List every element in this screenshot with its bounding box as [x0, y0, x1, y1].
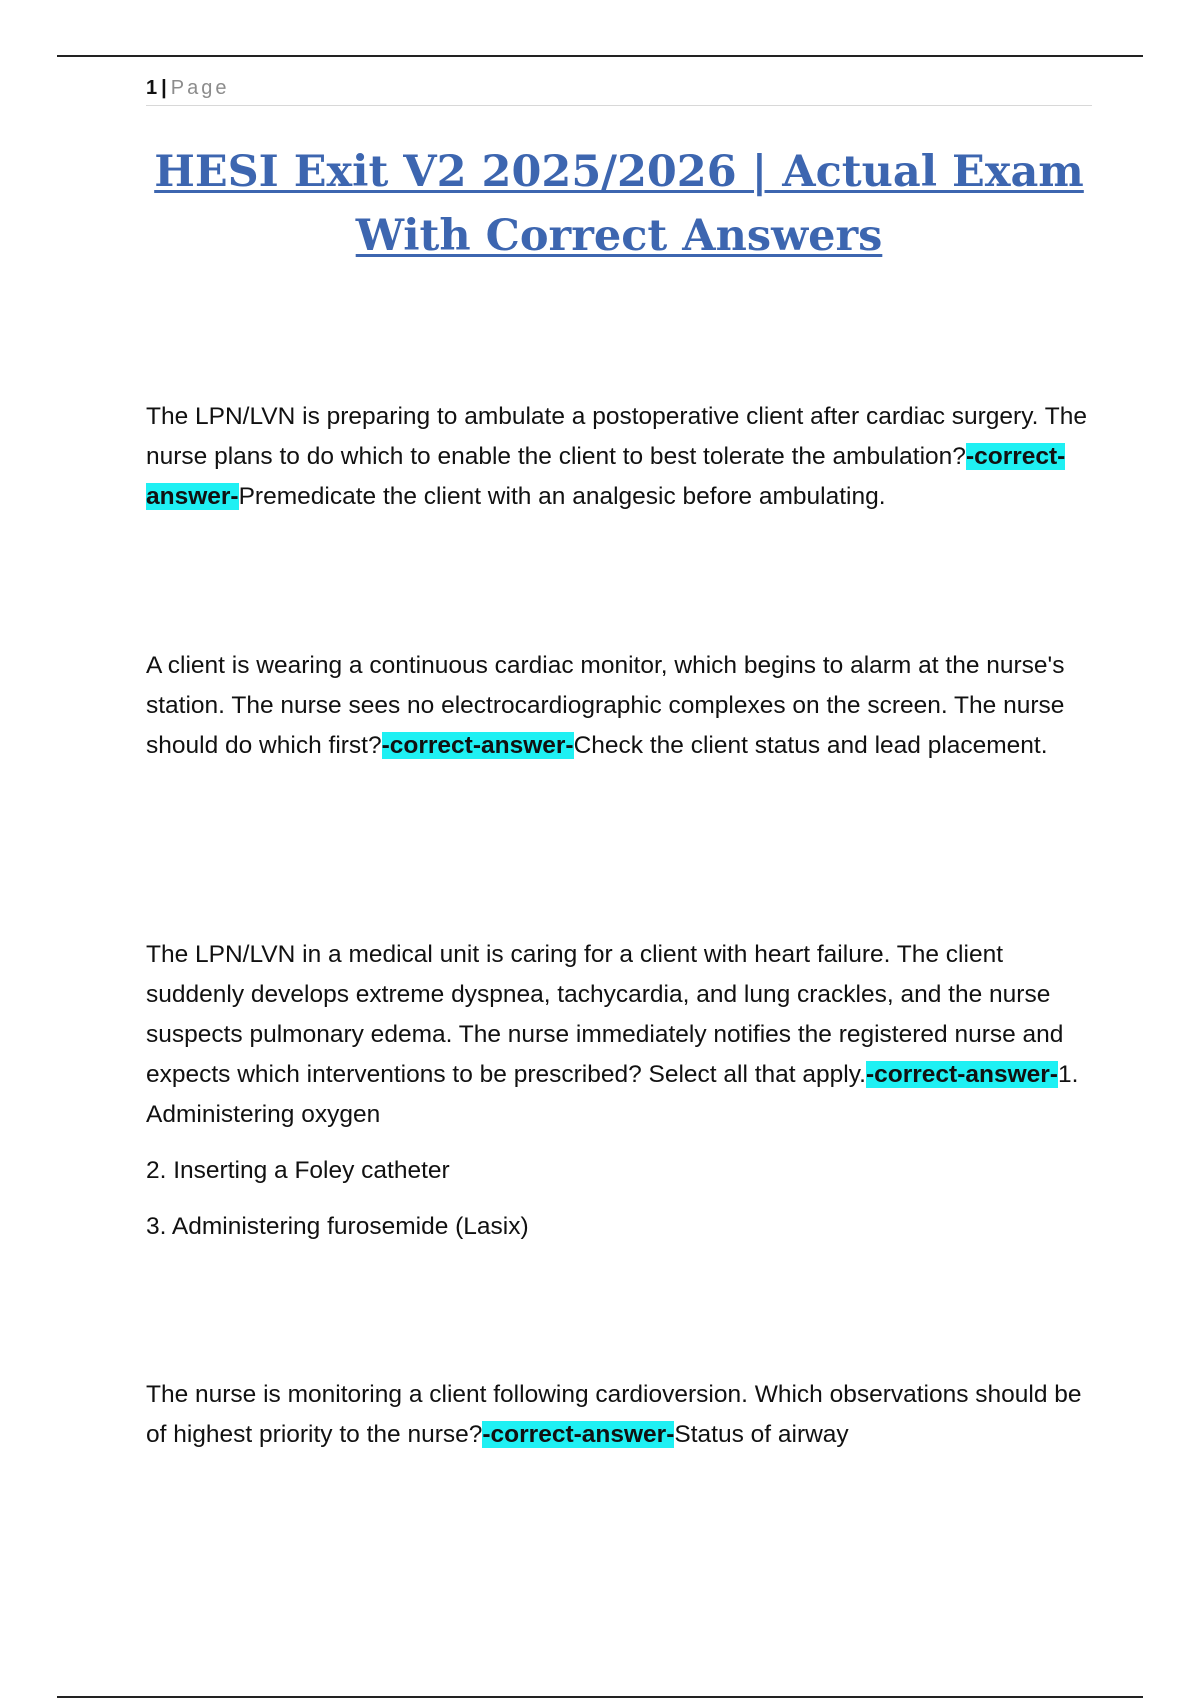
top-rule	[57, 55, 1143, 57]
qa-item-3	[146, 935, 1106, 1247]
answer-option: 2. Inserting a Foley catheter	[146, 1157, 450, 1184]
question-text: The nurse is monitoring a client following cardioversion. Which observations should be of highest priority to the nurse?	[146, 1381, 1082, 1448]
bottom-rule	[57, 1696, 1143, 1698]
question-text: The LPN/LVN in a medical unit is caring for a client with heart failure. The client suddenly develops extreme dyspnea, tachycardia, and lung crackles, and the nurse suspects pulmonary edema. The nurse immediately notifies the registered nurse and expects which interventions to be prescribed? Select all that apply.	[146, 941, 1064, 1088]
page-separator: |	[161, 77, 167, 99]
question-text: The LPN/LVN is preparing to ambulate a postoperative client after cardiac surgery. The nurse plans to do which to enable the client to best tolerate the ambulation?	[146, 403, 1088, 470]
question-text: A client is wearing a continuous cardiac monitor, which begins to alarm at the nurse's station. The nurse sees no electrocardiographic complexes on the screen. The nurse should do which first?	[146, 652, 1065, 759]
correct-answer-marker: -correct-answer-	[865, 1061, 1058, 1088]
answer-text: 1. Administering oxygen	[146, 1061, 1079, 1128]
answer-text: Status of airway	[674, 1421, 849, 1448]
qa-item-4	[146, 1375, 1106, 1455]
page-number: 1	[146, 77, 158, 99]
qa-paragraph	[146, 397, 1106, 517]
page-header	[146, 74, 1092, 106]
answer-text: Check the client status and lead placement.	[573, 732, 1048, 759]
qa-paragraph	[146, 1375, 1106, 1455]
correct-answer-marker: -correct-answer-	[381, 732, 574, 759]
correct-answer-marker: -correct-answer-	[146, 443, 1066, 510]
qa-item-1	[146, 397, 1106, 517]
page-label: Page	[170, 77, 230, 99]
qa-paragraph	[146, 646, 1106, 766]
document-title: HESI Exit V2 2025/2026 | Actual Exam With Correct Answers	[154, 147, 1084, 261]
qa-item-2	[146, 646, 1106, 766]
answer-text: Premedicate the client with an analgesic before ambulating.	[238, 483, 886, 510]
qa-paragraph	[146, 935, 1106, 1135]
correct-answer-marker: -correct-answer-	[482, 1421, 675, 1448]
answer-option: 3. Administering furosemide (Lasix)	[146, 1213, 529, 1240]
